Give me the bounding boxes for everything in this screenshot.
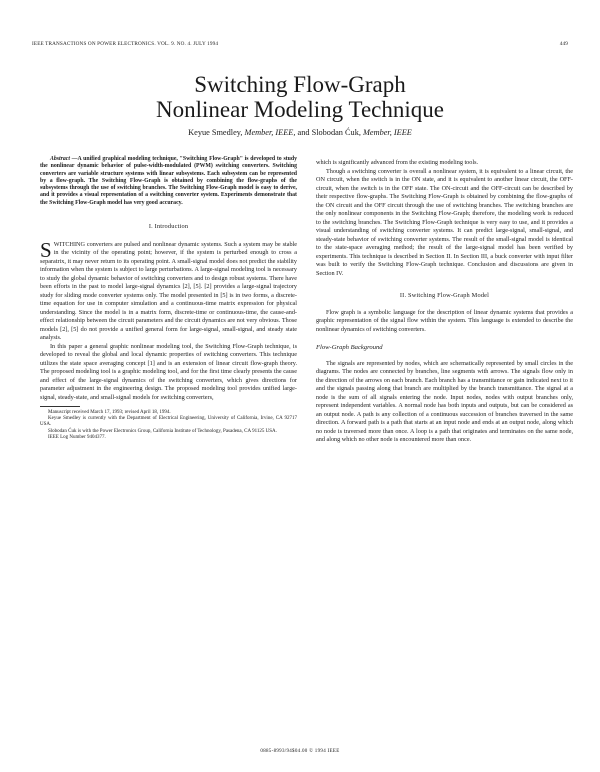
right-paragraph-1: which is significantly advanced from the existing modeling tools. <box>316 159 479 166</box>
intro-paragraph-2: In this paper a general graphic nonlinear modeling tool, the Switching Flow-Graph technique, is developed to reveal the global and local dynamic properties of switching converters. This technique utilizes the state space averaging concept [1] and is an extension of linear circuit flow-graph theory. The proposed modeling tool is a graphic modeling tool, and for the first time clearly presents the cause and effect of the large-signal dynamics of the switching converters, which gives directions for parameter adjustment in the engineering design. The proposed modeling tool provides unified large-signal, steady-state, and small-signal models for switching converters, <box>40 342 297 401</box>
section-heading-model: II. Switching Flow-Graph Model <box>399 292 490 299</box>
footnote-author-2: Slobodan Ćuk is with the Power Electronics Group, California Institute of Technology, Pasadena, CA 91125 USA. <box>48 428 277 434</box>
model-paragraph-1: Flow graph is a symbolic language for the description of linear dynamic systems that provides a graphic representation of the signal flow within the system. This language is extended to describe the nonlinear dynamics of switching converters. <box>316 308 573 333</box>
abstract <box>40 156 297 207</box>
footnote-log-number: IEEE Log Number 9404377. <box>48 434 106 440</box>
left-column <box>40 156 297 441</box>
section-heading-introduction: I. Introduction <box>148 223 189 231</box>
intro-paragraph-1 <box>40 237 297 343</box>
footnote-received: Manuscript received March 17, 1993; revised April 18, 1994. <box>48 410 171 416</box>
intro-paragraph-1-text: WITCHING converters are pulsed and nonlinear dynamic systems. Such a system may be stable in the vicinity of the operating point; however, if the system is perturbed enough to cross a separatrix, it may never return to its operating point. A small-signal model does not predict the stability information when the system is subject to large perturbations. A large-signal modeling tool is necessary to study the global dynamic behavior of switching converters and to design robust systems. There have been efforts in the past to model large-signal dynamics [2], [5]. [2] provides a large-signal trajectory study for sliding mode converter systems only. The model presented in [5] is in two forms, a discrete-time equation for use in computer simulation and a continuous-time matrix expression for physical understanding. Since the model is in a matrix form, discrete-time or continuous-time, the cause-and-effect relationship between the circuit parameters and the circuit dynamics are not very obvious. Those models [2], [5] do not provide a unified general form for large-signal, small-signal, and steady state analysis. <box>40 240 297 342</box>
subsection-heading-background: Flow-Graph Background <box>316 344 383 351</box>
page-number: 449 <box>559 41 568 47</box>
title-line-1: Switching Flow-Graph <box>194 72 406 97</box>
right-column <box>316 159 573 445</box>
running-head <box>32 41 568 51</box>
copyright-line: 0885-8993/94$04.00 © 1994 IEEE <box>260 749 340 754</box>
author-line <box>0 128 600 137</box>
author-1-membership: Member, IEEE, <box>244 128 296 137</box>
abstract-label: Abstract — <box>50 156 78 162</box>
background-paragraph: The signals are represented by nodes, which are schematically represented by small circles in the diagrams. The nodes are connected by branches, line segments with arrows. The signals flow only in the direction of the arrows on each branch. Each branch has a transmittance or gain indicated next to it and the signals passing along that branch are multiplied by the branch transmittance. The signal at a node is the sum of all signals entering the node. Input nodes, nodes with output branches only, represent independent variables. A normal node has both inputs and outputs, but can be considered as an output node. A path is any collection of a continuous succession of branches traversed in the same direction. A forward path is a path that starts at an input node and ends at an output node, along which no node is traversed more than once. A loop is a path that originates and terminates on the same node, and along which no other node is encountered more than once. <box>316 359 573 443</box>
footnote-author-1: Keyue Smedley is currently with the Department of Electrical Engineering, University of California, Irvine, CA 92717 USA. <box>40 416 297 428</box>
paper-title <box>0 72 600 122</box>
author-2: Slobodan Ćuk, <box>311 128 361 137</box>
footnotes <box>40 410 297 441</box>
author-conjunction: and <box>297 128 310 137</box>
footnote-divider <box>40 406 80 407</box>
author-2-membership: Member, IEEE <box>363 128 412 137</box>
drop-cap: S <box>40 237 52 262</box>
abstract-text: A unified graphical modeling technique, "Switching Flow-Graph" is developed to study the nonlinear dynamic behavior of pulse-width-modulated (PWM) switching converters. Switching converters are variable structure systems with linear subsystems. Each subsystem can be represented by a flow-graph. The Switching Flow-Graph is obtained by combining the flow-graphs of the subsystems through the use of switching branches. The Switching Flow-Graph model is easy to derive, and it provides a visual representation of a switching converter system. Experiments demonstrate that the Switching Flow-Graph model has very good accuracy. <box>40 156 298 206</box>
title-line-2: Nonlinear Modeling Technique <box>156 97 444 122</box>
right-paragraph-2: Though a switching converter is overall a nonlinear system, it is equivalent to a linear circuit, the ON circuit, when the switch is in the ON state, and it is equivalent to another linear circuit, the OFF-circuit, when the switch is in the OFF state. The ON-circuit and the OFF-circuit can be described by their respective flow-graphs. The Switching Flow-Graph is obtained by combining the flow-graphs of the ON circuit and the OFF circuit through the use of switching branches. The switching branches are the only nonlinear components in the Switching Flow-Graph; therefore, the modeling work is reduced to the switching branches. The Switching Flow-Graph technique is very easy to use, and it provides a visual understanding of switching converter systems. It can predict large-signal, small-signal, and steady-state behavior of switching converter systems. The result of the small-signal model is identical to the state-space averaging method; the result of the large-signal model has been verified by experiments. This technique is described in Section II. In Section III, a buck converter with input filter was built to verify the Switching Flow-Graph technique. Conclusion and discussions are given in Section IV. <box>316 167 573 277</box>
author-1: Keyue Smedley, <box>188 128 243 137</box>
journal-line: IEEE TRANSACTIONS ON POWER ELECTRONICS. VOL. 9. NO. 4. JULY 1994 <box>32 41 219 47</box>
